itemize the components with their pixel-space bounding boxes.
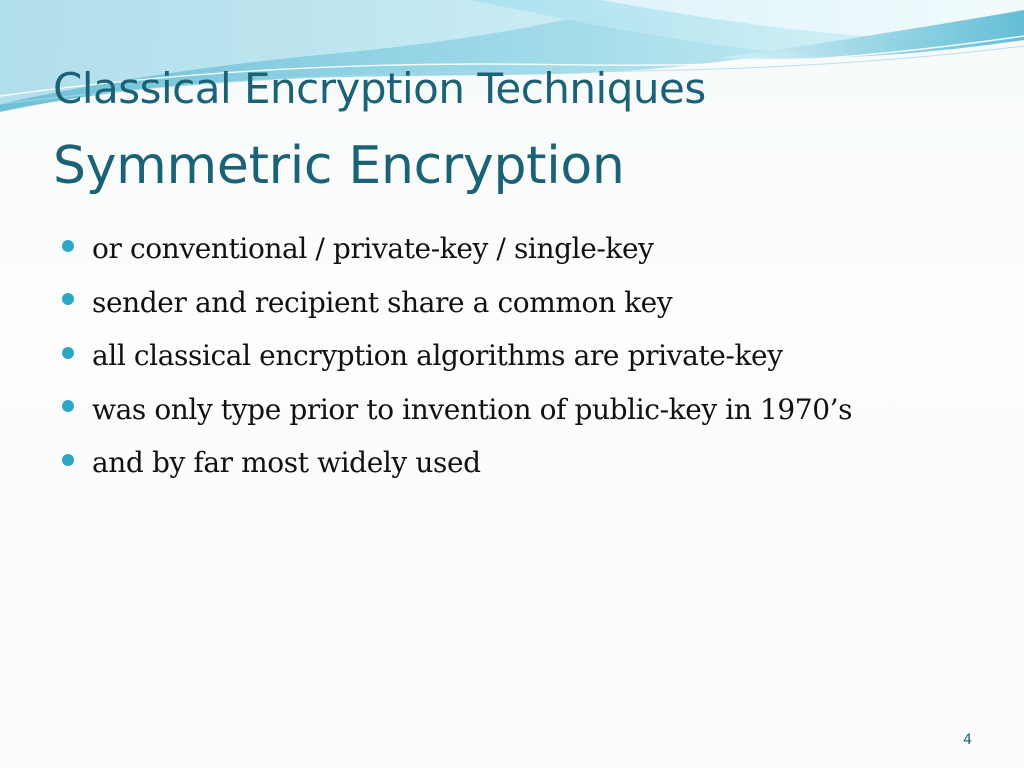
page-number: 4 (963, 732, 972, 748)
bullet-dot-icon (62, 347, 74, 359)
bullet-item (62, 276, 852, 330)
bullet-item (62, 329, 852, 383)
bullet-item (62, 222, 852, 276)
bullet-dot-icon (62, 400, 74, 412)
slide-subtitle: Symmetric Encryption (53, 136, 625, 196)
bullet-text: sender and recipient share a common key (92, 285, 673, 319)
slide-title: Classical Encryption Techniques (53, 64, 706, 113)
bullet-text: or conventional / private-key / single-key (92, 232, 654, 266)
bullet-dot-icon (62, 240, 74, 252)
bullet-item (62, 436, 852, 490)
bullet-list (62, 222, 852, 490)
bullet-item (62, 383, 852, 437)
bullet-dot-icon (62, 293, 74, 305)
bullet-text: all classical encryption algorithms are private-key (92, 339, 783, 373)
bullet-text: was only type prior to invention of public-key in 1970’s (92, 392, 853, 426)
bullet-dot-icon (62, 454, 74, 466)
bullet-text: and by far most widely used (92, 446, 481, 480)
